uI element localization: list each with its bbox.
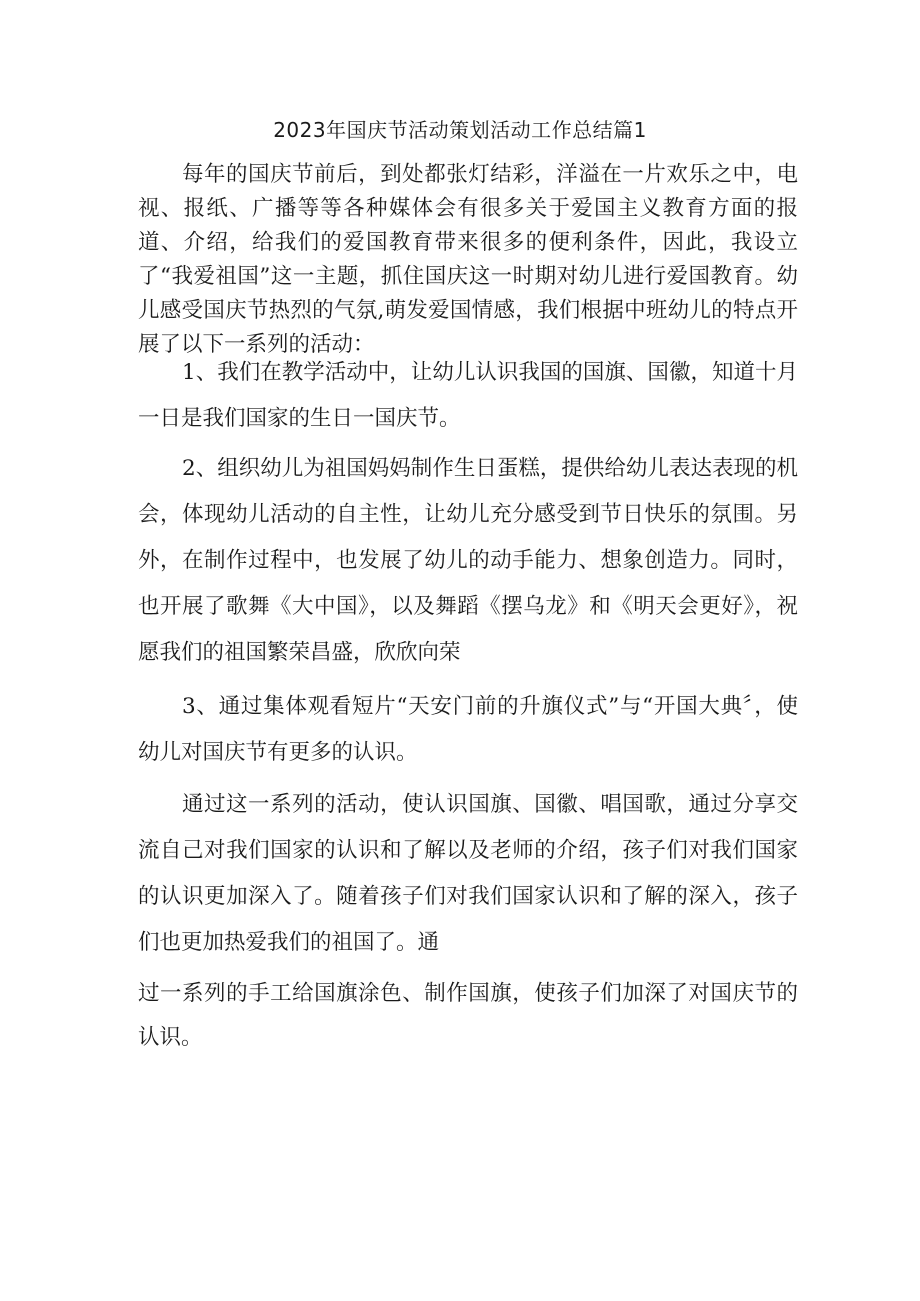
summary-block bbox=[138, 782, 798, 966]
item-3-paragraph: 3、通过集体观看短片“天安门前的升旗仪式”与“开国大典〞，使幼儿对国庆节有更多的认识。 bbox=[138, 694, 798, 765]
item-2-block bbox=[138, 446, 798, 676]
document-title: 2023年国庆节活动策划活动工作总结篇1 bbox=[273, 118, 647, 142]
closing-block bbox=[138, 972, 798, 1060]
item-3-block bbox=[138, 684, 798, 776]
item-1-block bbox=[138, 350, 798, 442]
intro-paragraph: 每年的国庆节前后，到处都张灯结彩，洋溢在一片欢乐之中，电视、报纸、广播等等各种媒体会有很多关于爱国主义教育方面的报道、介绍，给我们的爱国教育带来很多的便利条件，因此，我设立了“我爱祖国”这一主题，抓住国庆这一时期对幼儿进行爱国教育。幼儿感受国庆节热烈的气氛,萌发爱国情感，我们根据中班幼儿的特点开展了以下一系列的活动： bbox=[138, 162, 798, 357]
closing-paragraph: 过一系列的手工给国旗涂色、制作国旗，使孩子们加深了对国庆节的认识。 bbox=[138, 981, 798, 1050]
item-1-paragraph: 1、我们在教学活动中，让幼儿认识我国的国旗、国徽，知道十月一日是我们国家的生日一国庆节。 bbox=[138, 360, 798, 431]
summary-paragraph: 通过这一系列的活动，使认识国旗、国徽、唱国歌，通过分享交流自己对我们国家的认识和了解以及老师的介绍，孩子们对我们国家的认识更加深入了。随着孩子们对我们国家认识和了解的深入，孩子们也更加热爱我们的祖国了。通 bbox=[138, 792, 798, 955]
item-2-paragraph: 2、组织幼儿为祖国妈妈制作生日蛋糕，提供给幼儿表达表现的机会，体现幼儿活动的自主性，让幼儿充分感受到节日快乐的氛围。另外，在制作过程中，也发展了幼儿的动手能力、想象创造力。同时，也开展了歌舞《大中国》，以及舞蹈《摆乌龙》和《明天会更好》，祝愿我们的祖国繁荣昌盛，欣欣向荣 bbox=[138, 456, 798, 665]
